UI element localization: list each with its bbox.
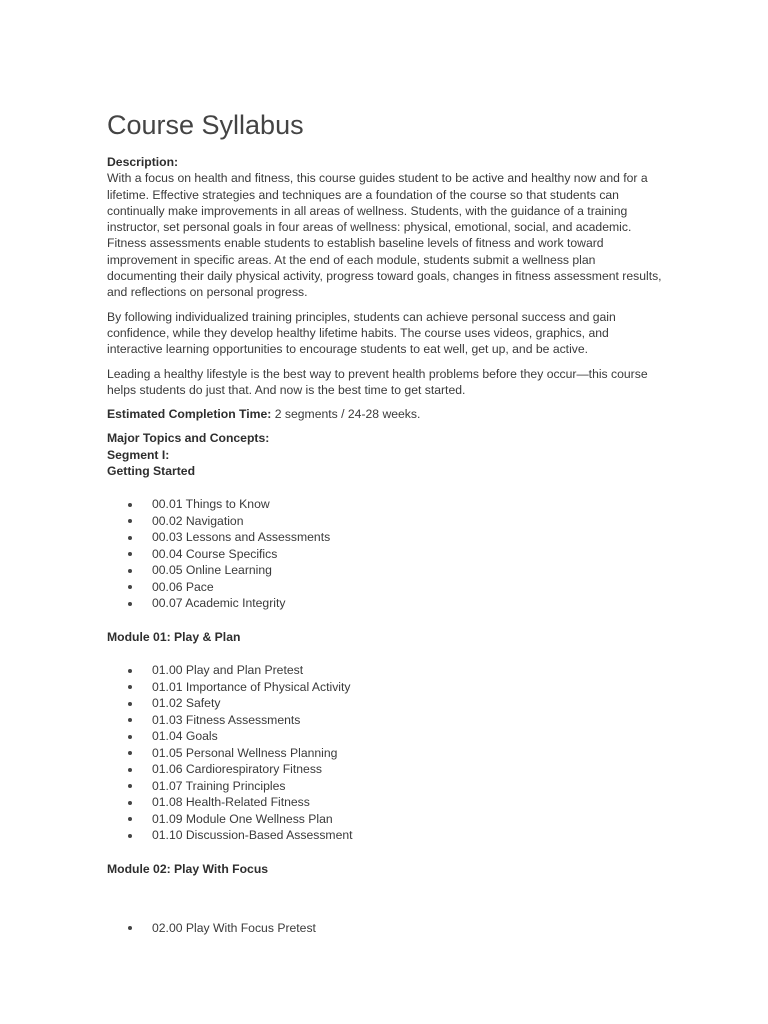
syllabus-content bbox=[107, 154, 667, 953]
list-item bbox=[107, 562, 667, 579]
list-item-label: 01.07 Training Principles bbox=[152, 778, 286, 793]
list-item-label: 01.05 Personal Wellness Planning bbox=[152, 745, 338, 760]
list-item-label: 00.03 Lessons and Assessments bbox=[152, 530, 331, 545]
list-item bbox=[107, 794, 667, 811]
module-01-list bbox=[107, 662, 667, 844]
completion-time-label: Estimated Completion Time: bbox=[107, 407, 272, 422]
list-item bbox=[107, 496, 667, 513]
list-item bbox=[107, 595, 667, 612]
module-01-heading: Module 01: Play & Plan bbox=[107, 629, 241, 644]
bullet-icon bbox=[128, 834, 132, 838]
completion-time bbox=[107, 406, 667, 422]
list-item bbox=[107, 728, 667, 745]
list-item-label: 01.06 Cardiorespiratory Fitness bbox=[152, 762, 323, 777]
bullet-icon bbox=[128, 519, 132, 523]
list-item-label: 00.07 Academic Integrity bbox=[152, 596, 286, 611]
description-paragraph-2: By following individualized training principles, students can achieve personal success and gain confidence, while they develop healthy lifetime habits. The course uses videos, graphics, and interactive learning opportunities to encourage students to eat well, get up, and be active. bbox=[107, 309, 616, 357]
list-item bbox=[107, 579, 667, 596]
list-item-label: 01.01 Importance of Physical Activity bbox=[152, 679, 351, 694]
list-item-label: 01.09 Module One Wellness Plan bbox=[152, 811, 333, 826]
bullet-icon bbox=[128, 718, 132, 722]
list-item bbox=[107, 761, 667, 778]
list-item bbox=[107, 811, 667, 828]
list-item-label: 01.00 Play and Plan Pretest bbox=[152, 663, 304, 678]
list-item-label: 00.01 Things to Know bbox=[152, 497, 270, 512]
list-item bbox=[107, 546, 667, 563]
bullet-icon bbox=[128, 926, 132, 930]
bullet-icon bbox=[128, 784, 132, 788]
list-item bbox=[107, 513, 667, 530]
spacer bbox=[107, 885, 667, 903]
list-item bbox=[107, 695, 667, 712]
description-paragraph-1: With a focus on health and fitness, this course guides student to be active and healthy now and for a lifetime. Effective strategies and techniques are a foundation of the course so that students can continually make improvements in all areas of wellness. Students, with the guidance of a training instructor, set personal goals in four areas of wellness: physical, emotional, social, and academic. Fitness assessments enable students to establish baseline levels of fitness and work toward improvement in specific areas. At the end of each module, students submit a wellness plan documenting their daily physical activity, progress toward goals, changes in fitness assessment results, and reflections on personal progress. bbox=[107, 171, 662, 300]
list-item bbox=[107, 778, 667, 795]
module-02-list bbox=[107, 920, 667, 937]
bullet-icon bbox=[128, 669, 132, 673]
segment-label: Segment I: bbox=[107, 447, 170, 462]
list-item bbox=[107, 712, 667, 729]
list-item-label: 01.08 Health-Related Fitness bbox=[152, 795, 310, 810]
list-item bbox=[107, 679, 667, 696]
page-title: Course Syllabus bbox=[107, 110, 304, 140]
completion-time-value: 2 segments / 24-28 weeks. bbox=[271, 407, 421, 422]
bullet-icon bbox=[128, 735, 132, 739]
list-item-label: 00.04 Course Specifics bbox=[152, 546, 278, 561]
getting-started-list bbox=[107, 496, 667, 612]
bullet-icon bbox=[128, 685, 132, 689]
list-item-label: 01.10 Discussion-Based Assessment bbox=[152, 828, 353, 843]
bullet-icon bbox=[128, 552, 132, 556]
bullet-icon bbox=[128, 503, 132, 507]
list-item-label: 01.02 Safety bbox=[152, 696, 221, 711]
list-item-label: 00.05 Online Learning bbox=[152, 563, 272, 578]
description-paragraph-3: Leading a healthy lifestyle is the best way to prevent health problems before they occur—this course helps students do just that. And now is the best time to get started. bbox=[107, 366, 648, 397]
list-item-label: 01.03 Fitness Assessments bbox=[152, 712, 301, 727]
list-item bbox=[107, 827, 667, 844]
topics-label: Major Topics and Concepts: bbox=[107, 431, 270, 446]
list-item-label: 02.00 Play With Focus Pretest bbox=[152, 920, 316, 935]
bullet-icon bbox=[128, 768, 132, 772]
bullet-icon bbox=[128, 801, 132, 805]
bullet-icon bbox=[128, 817, 132, 821]
list-item-label: 01.04 Goals bbox=[152, 729, 218, 744]
getting-started-heading: Getting Started bbox=[107, 464, 196, 479]
bullet-icon bbox=[128, 751, 132, 755]
list-item-label: 00.06 Pace bbox=[152, 579, 214, 594]
bullet-icon bbox=[128, 585, 132, 589]
list-item bbox=[107, 662, 667, 679]
description-section bbox=[107, 154, 667, 301]
module-02-heading: Module 02: Play With Focus bbox=[107, 861, 269, 876]
list-item bbox=[107, 745, 667, 762]
topics-header bbox=[107, 430, 667, 479]
bullet-icon bbox=[128, 702, 132, 706]
list-item bbox=[107, 529, 667, 546]
list-item bbox=[107, 920, 667, 937]
bullet-icon bbox=[128, 569, 132, 573]
bullet-icon bbox=[128, 602, 132, 606]
bullet-icon bbox=[128, 536, 132, 540]
list-item-label: 00.02 Navigation bbox=[152, 513, 244, 528]
description-label: Description: bbox=[107, 155, 179, 169]
